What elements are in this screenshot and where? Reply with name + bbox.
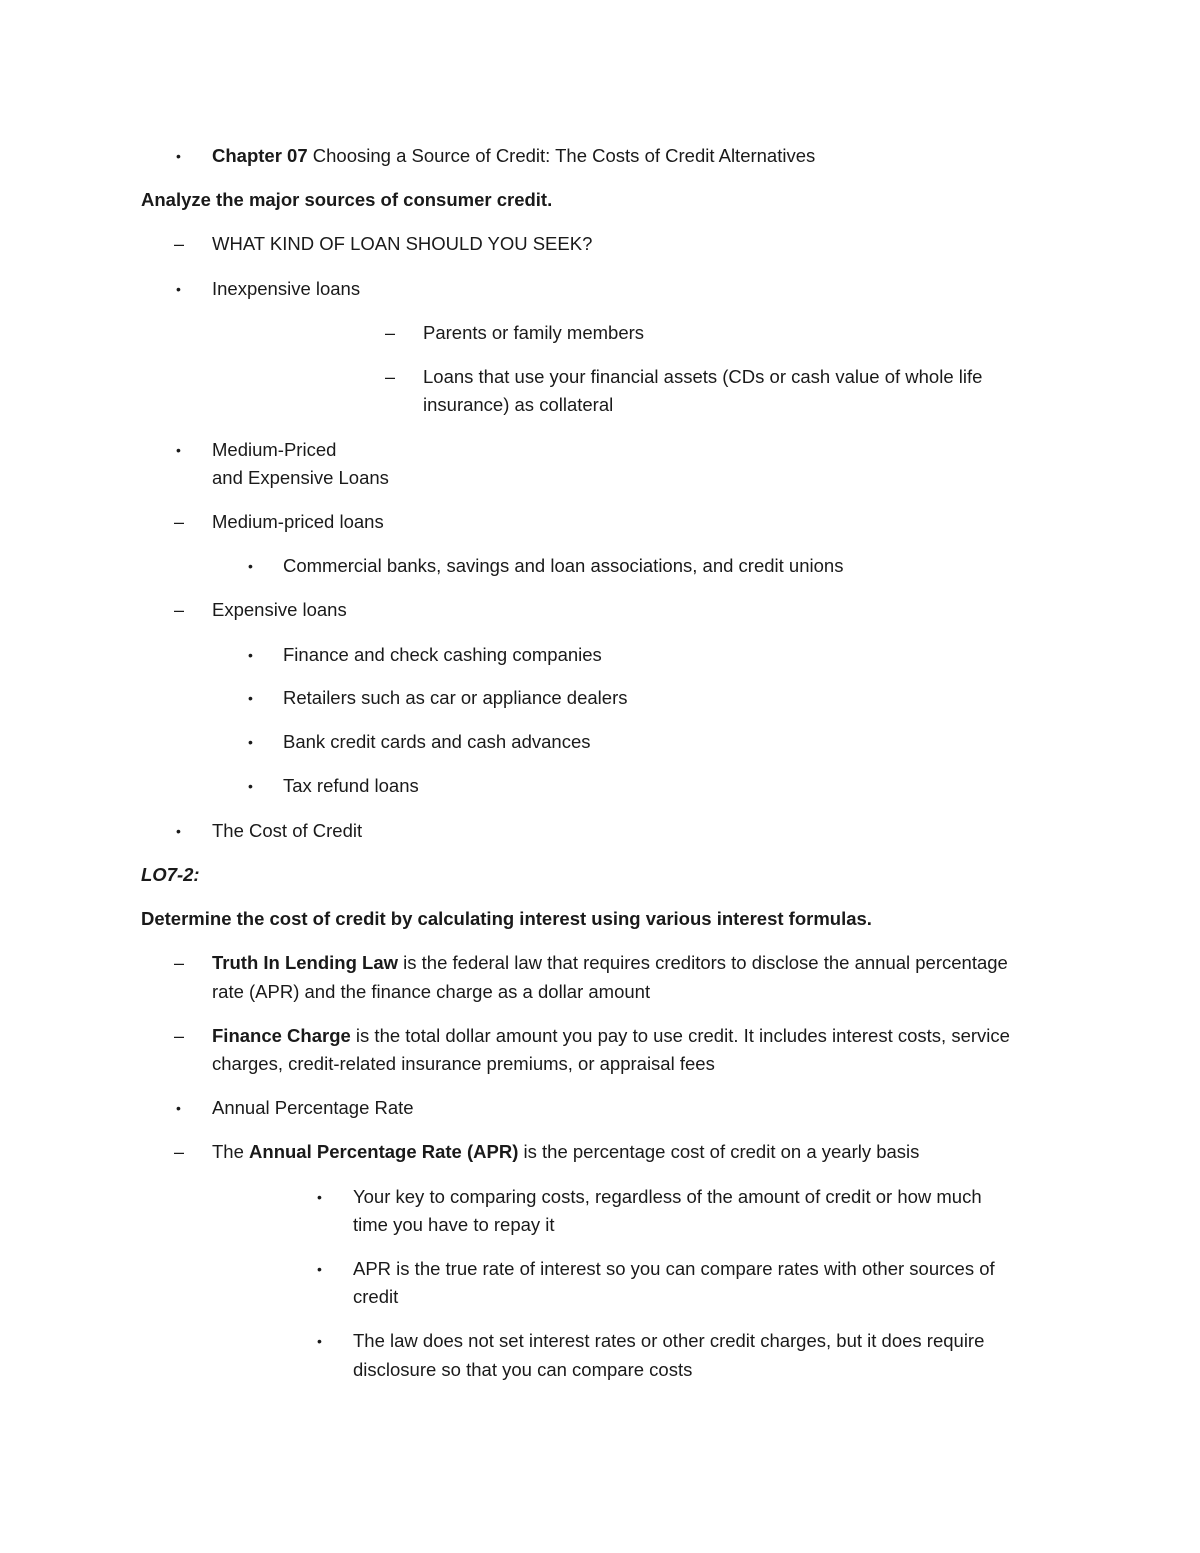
- chapter-text: Choosing a Source of Credit: The Costs of Credit Alternatives: [307, 145, 816, 166]
- bullet-icon: •: [176, 281, 181, 297]
- list-item: [212, 1138, 919, 1166]
- dash-icon: –: [174, 1142, 185, 1162]
- chapter-title: [212, 142, 815, 170]
- bullet-icon: •: [317, 1261, 322, 1277]
- list-item: Tax refund loans: [283, 775, 419, 796]
- list-item-line: Your key to comparing costs, regardless of the amount of credit or how much: [353, 1186, 982, 1207]
- list-item-line: [212, 1022, 1010, 1050]
- dash-icon: –: [174, 953, 185, 973]
- list-item-line: Medium-Priced: [212, 439, 337, 460]
- definition-text: The: [212, 1141, 250, 1162]
- list-item: Bank credit cards and cash advances: [283, 731, 591, 752]
- section-heading: Analyze the major sources of consumer credit.: [141, 189, 553, 210]
- list-item-line: charges, credit-related insurance premiums, or appraisal fees: [212, 1053, 715, 1074]
- dash-icon: –: [174, 1026, 185, 1046]
- definition-text: is the total dollar amount you pay to use credit. It includes interest costs, service: [350, 1025, 1010, 1046]
- list-item: Parents or family members: [423, 322, 645, 343]
- dash-icon: –: [385, 367, 396, 387]
- list-item: Expensive loans: [212, 599, 347, 620]
- list-item-line: APR is the true rate of interest so you can compare rates with other sources of: [353, 1258, 995, 1279]
- list-item-line: and Expensive Loans: [212, 467, 389, 488]
- bullet-icon: •: [248, 558, 253, 574]
- list-item: Inexpensive loans: [212, 278, 361, 299]
- section-heading: Determine the cost of credit by calculating interest using various interest formulas.: [141, 908, 872, 929]
- definition-text: is the federal law that requires creditors to disclose the annual percentage: [398, 952, 1008, 973]
- list-item: Finance and check cashing companies: [283, 644, 602, 665]
- list-item-line: rate (APR) and the finance charge as a dollar amount: [212, 981, 651, 1002]
- dash-icon: –: [174, 600, 185, 620]
- list-item-line: [212, 949, 1008, 977]
- term: Truth In Lending Law: [212, 952, 399, 973]
- term: Finance Charge: [212, 1025, 351, 1046]
- bullet-icon: •: [317, 1189, 322, 1205]
- definition-text: is the percentage cost of credit on a yearly basis: [518, 1141, 920, 1162]
- bullet-icon: •: [248, 778, 253, 794]
- list-item-line: disclosure so that you can compare costs: [353, 1359, 693, 1380]
- bullet-icon: •: [176, 148, 181, 164]
- list-item-line: time you have to repay it: [353, 1214, 555, 1235]
- list-item: Medium-priced loans: [212, 511, 384, 532]
- list-item-line: insurance) as collateral: [423, 394, 614, 415]
- bullet-icon: •: [248, 734, 253, 750]
- list-item-line: The law does not set interest rates or other credit charges, but it does require: [353, 1330, 985, 1351]
- dash-icon: –: [385, 323, 396, 343]
- dash-icon: –: [174, 234, 185, 254]
- term: Annual Percentage Rate (APR): [249, 1141, 519, 1162]
- list-item-line: Loans that use your financial assets (CDs or cash value of whole life: [423, 366, 983, 387]
- list-item: WHAT KIND OF LOAN SHOULD YOU SEEK?: [212, 233, 593, 254]
- list-item-line: credit: [353, 1286, 399, 1307]
- bullet-icon: •: [176, 442, 181, 458]
- learning-objective-label: LO7-2:: [141, 864, 200, 885]
- chapter-number: Chapter 07: [212, 145, 308, 166]
- dash-icon: –: [174, 512, 185, 532]
- list-item: Retailers such as car or appliance dealers: [283, 687, 628, 708]
- bullet-icon: •: [248, 690, 253, 706]
- list-item: Annual Percentage Rate: [212, 1097, 414, 1118]
- list-item: The Cost of Credit: [212, 820, 363, 841]
- bullet-icon: •: [248, 647, 253, 663]
- bullet-icon: •: [176, 1100, 181, 1116]
- list-item: Commercial banks, savings and loan associations, and credit unions: [283, 555, 844, 576]
- bullet-icon: •: [176, 823, 181, 839]
- bullet-icon: •: [317, 1333, 322, 1349]
